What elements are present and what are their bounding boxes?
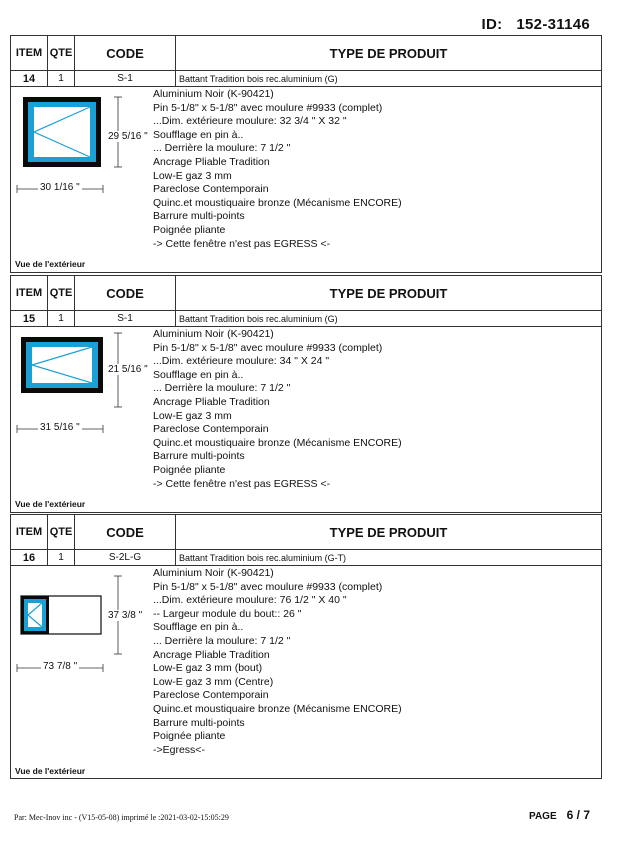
item-block-15 — [10, 275, 602, 513]
desc-line: Soufflage en pin à.. — [153, 368, 244, 381]
id-label: ID: — [481, 16, 503, 33]
item-description — [153, 567, 402, 757]
item-row — [11, 71, 601, 87]
item-row — [11, 550, 601, 566]
print-footer: Par: Mec-Inov inc - (V15-05-08) imprimé le :2021-03-02-15:05:29 — [14, 813, 229, 822]
window-drawing — [11, 327, 161, 477]
height-dimension: 37 3/8 " — [108, 610, 143, 621]
desc-line: Pin 5-1/8" x 5-1/8" avec moulure #9933 (complet) — [153, 580, 383, 593]
page-indicator — [529, 808, 590, 822]
item-block-14 — [10, 35, 602, 273]
desc-line: ...Dim. extérieure moulure: 32 3/4 " X 32 " — [153, 115, 347, 128]
desc-line: Soufflage en pin à.. — [153, 621, 244, 634]
height-dimension: 29 5/16 " — [108, 131, 148, 142]
desc-line: Poignée pliante — [153, 730, 226, 743]
desc-line: Low-E gaz 3 mm — [153, 409, 232, 422]
header-code: CODE — [75, 36, 176, 70]
desc-line: -- Largeur module du bout:: 26 " — [153, 607, 302, 620]
item-code: S-2L-G — [75, 550, 176, 565]
item-body — [11, 87, 601, 273]
item-type: Battant Tradition bois rec.aluminium (G) — [179, 313, 338, 324]
item-description — [153, 328, 402, 491]
header-code: CODE — [75, 515, 176, 549]
page-label: PAGE — [529, 811, 557, 822]
item-type: Battant Tradition bois rec.aluminium (G) — [179, 73, 338, 84]
desc-line: Pin 5-1/8" x 5-1/8" avec moulure #9933 (complet) — [153, 101, 383, 114]
desc-line: -> Cette fenêtre n'est pas EGRESS <- — [153, 237, 331, 250]
width-dimension: 73 7/8 " — [43, 661, 78, 672]
window-sash — [32, 347, 92, 383]
item-block-16 — [10, 514, 602, 779]
desc-line: Quinc.et moustiquaire bronze (Mécanisme ENCORE) — [153, 196, 402, 209]
desc-line: Poignée pliante — [153, 463, 226, 476]
desc-line: Ancrage Pliable Tradition — [153, 155, 270, 168]
page-number: 6 / 7 — [566, 808, 590, 822]
window-drawing — [11, 566, 161, 716]
desc-line: Low-E gaz 3 mm (Centre) — [153, 675, 274, 688]
table-header — [11, 36, 601, 71]
id-value: 152-31146 — [516, 16, 590, 33]
desc-line: Aluminium Noir (K-90421) — [153, 567, 274, 579]
desc-line: Pin 5-1/8" x 5-1/8" avec moulure #9933 (complet) — [153, 341, 383, 354]
width-dimension: 30 1/16 " — [40, 182, 80, 193]
item-qte: 1 — [48, 71, 75, 86]
desc-line: Ancrage Pliable Tradition — [153, 648, 270, 661]
width-dimension: 31 5/16 " — [40, 422, 80, 433]
desc-line: Soufflage en pin à.. — [153, 128, 244, 141]
desc-line: -> Cette fenêtre n'est pas EGRESS <- — [153, 477, 331, 490]
desc-line: Barrure multi-points — [153, 450, 245, 463]
desc-line: Low-E gaz 3 mm (bout) — [153, 662, 263, 675]
desc-line: Quinc.et moustiquaire bronze (Mécanisme ENCORE) — [153, 702, 402, 715]
end-module-sash — [28, 603, 42, 627]
desc-line: Poignée pliante — [153, 223, 226, 236]
table-header — [11, 515, 601, 550]
header-type: TYPE DE PRODUIT — [329, 524, 448, 540]
header-item: ITEM — [11, 276, 48, 310]
desc-line: ... Derrière la moulure: 7 1/2 " — [153, 382, 291, 395]
header-item: ITEM — [11, 36, 48, 70]
desc-line: Pareclose Contemporain — [153, 183, 269, 196]
item-code: S-1 — [75, 311, 176, 326]
item-number: 15 — [11, 311, 48, 326]
desc-line: ... Derrière la moulure: 7 1/2 " — [153, 634, 291, 647]
header-type: TYPE DE PRODUIT — [329, 285, 448, 301]
view-label: Vue de l'extérieur — [15, 766, 86, 776]
item-row — [11, 311, 601, 327]
desc-line: Ancrage Pliable Tradition — [153, 395, 270, 408]
header-type: TYPE DE PRODUIT — [329, 45, 448, 61]
item-type: Battant Tradition bois rec.aluminium (G-T) — [179, 552, 347, 563]
desc-line: Quinc.et moustiquaire bronze (Mécanisme ENCORE) — [153, 436, 402, 449]
desc-line: Barrure multi-points — [153, 716, 245, 729]
document-id — [481, 16, 590, 33]
desc-line: Pareclose Contemporain — [153, 689, 269, 702]
window-drawing — [11, 87, 161, 237]
item-qte: 1 — [48, 550, 75, 565]
item-code: S-1 — [75, 71, 176, 86]
desc-line: ...Dim. extérieure moulure: 34 " X 24 " — [153, 355, 330, 368]
desc-line: ...Dim. extérieure moulure: 76 1/2 " X 40 " — [153, 594, 347, 607]
item-number: 16 — [11, 550, 48, 565]
item-description — [153, 88, 402, 251]
desc-line: ... Derrière la moulure: 7 1/2 " — [153, 142, 291, 155]
desc-line: Aluminium Noir (K-90421) — [153, 328, 274, 340]
height-dimension: 21 5/16 " — [108, 364, 148, 375]
desc-line: Low-E gaz 3 mm — [153, 169, 232, 182]
header-qte: QTE — [48, 276, 75, 310]
item-qte: 1 — [48, 311, 75, 326]
desc-line: Barrure multi-points — [153, 210, 245, 223]
header-qte: QTE — [48, 515, 75, 549]
desc-line: Aluminium Noir (K-90421) — [153, 88, 274, 100]
table-header — [11, 276, 601, 311]
header-item: ITEM — [11, 515, 48, 549]
header-qte: QTE — [48, 36, 75, 70]
desc-line: Pareclose Contemporain — [153, 423, 269, 436]
item-body — [11, 566, 601, 779]
item-number: 14 — [11, 71, 48, 86]
view-label: Vue de l'extérieur — [15, 499, 86, 509]
desc-line: ->Egress<- — [153, 743, 205, 756]
header-code: CODE — [75, 276, 176, 310]
window-sash — [34, 107, 90, 157]
view-label: Vue de l'extérieur — [15, 259, 86, 269]
item-body — [11, 327, 601, 513]
